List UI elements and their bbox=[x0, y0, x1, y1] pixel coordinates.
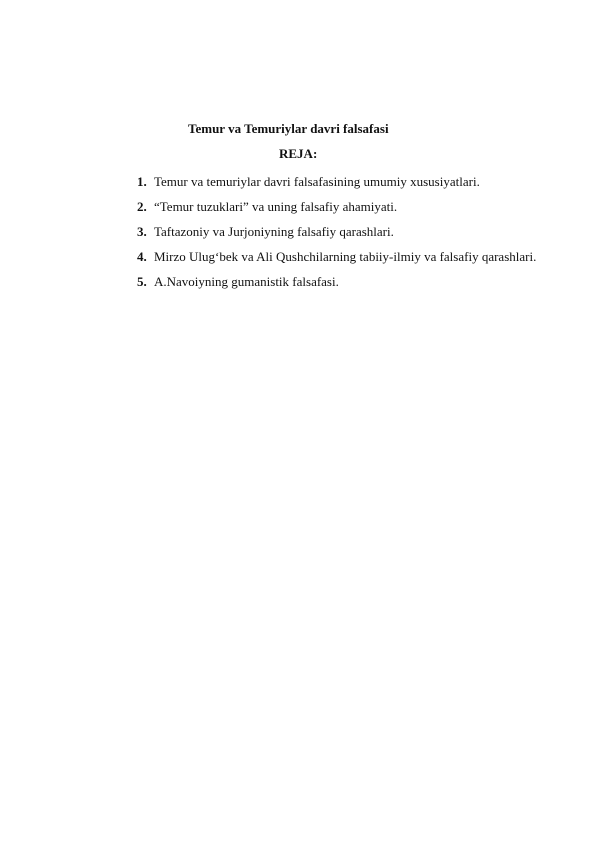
plan-item bbox=[137, 194, 537, 219]
plan-item-text: Mirzo Ulug‘bek va Ali Qushchilarning tabiiy-ilmiy va falsafiy qarashlari. bbox=[154, 249, 537, 264]
plan-item-number: 2. bbox=[137, 199, 147, 214]
plan-item bbox=[137, 169, 537, 194]
plan-heading: REJA: bbox=[279, 146, 318, 161]
plan-item bbox=[137, 219, 537, 244]
plan-item-number: 3. bbox=[137, 224, 147, 239]
plan-item-text: A.Navoiyning gumanistik falsafasi. bbox=[154, 274, 339, 289]
plan-item-number: 4. bbox=[137, 249, 147, 264]
plan-list bbox=[137, 169, 537, 294]
document-title: Temur va Temuriylar davri falsafasi bbox=[188, 121, 389, 136]
plan-item-text: Taftazoniy va Jurjoniyning falsafiy qarashlari. bbox=[154, 224, 394, 239]
plan-item-text: Temur va temuriylar davri falsafasining umumiy xususiyatlari. bbox=[154, 174, 480, 189]
plan-item-number: 5. bbox=[137, 274, 147, 289]
plan-item bbox=[137, 244, 537, 269]
plan-item bbox=[137, 269, 537, 294]
plan-item-text: “Temur tuzuklari” va uning falsafiy ahamiyati. bbox=[154, 199, 398, 214]
plan-item-number: 1. bbox=[137, 174, 147, 189]
